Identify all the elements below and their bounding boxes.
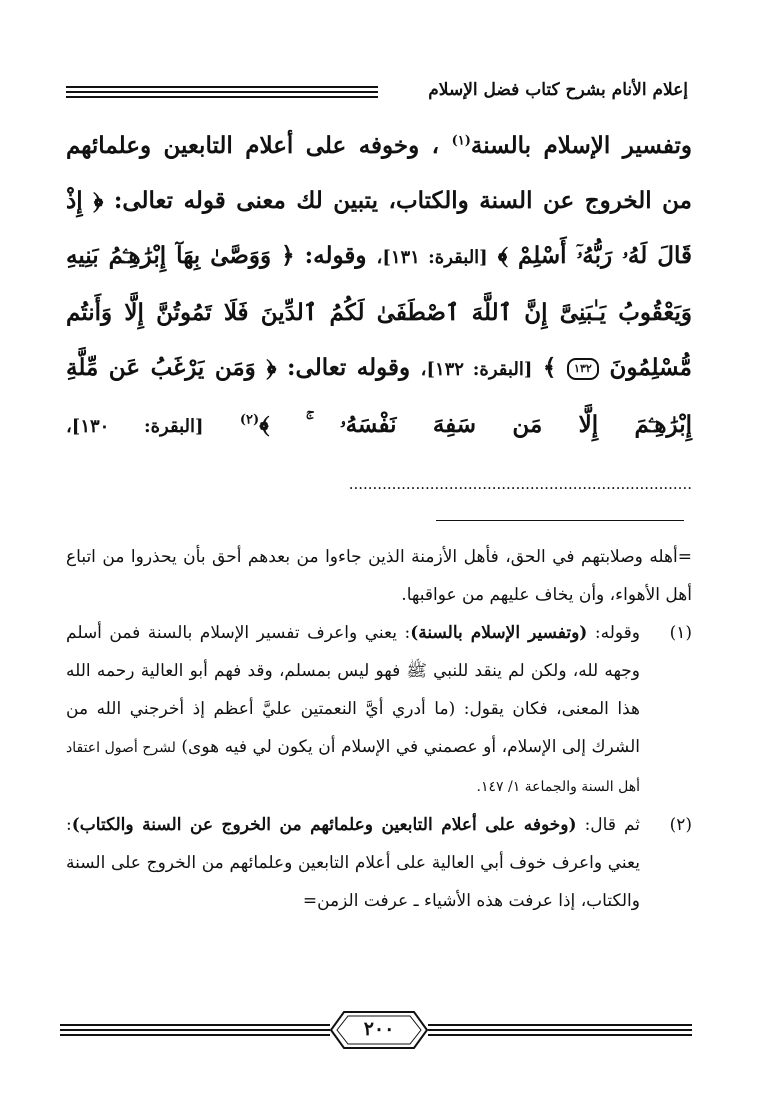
running-header — [66, 78, 688, 108]
footnote-continuation — [66, 538, 692, 614]
footer-rule — [60, 1024, 330, 1026]
verse-close-bracket: ﴾ — [542, 354, 557, 381]
footnote-number: (٢) — [669, 815, 692, 835]
footer-rule — [60, 1029, 330, 1031]
page-footer — [60, 1010, 692, 1060]
text-run: وقوله تعالى: — [287, 354, 411, 381]
footnote-quoted-text: (وخوفه على أعلام التابعين وعلمائهم من الخروج عن السنة والكتاب) — [71, 815, 577, 835]
text-run: ، وخوفه على أعلام التابعين وعلمائهم من الخروج عن السنة والكتاب، يتبين لك معنى قوله تعالى: — [66, 132, 692, 214]
footnote-quoted-text: (وتفسير الإسلام بالسنة) — [410, 623, 588, 643]
verse-reference-3: [البقرة: ١٣٠]، — [66, 416, 204, 437]
header-rule — [66, 96, 378, 98]
dotted-filler: ........................................................................ — [348, 475, 692, 493]
main-paragraph — [66, 118, 692, 512]
footnotes — [66, 538, 692, 920]
page-number-badge — [330, 1010, 428, 1050]
quran-verse-3: ﴿ وَمَن يَرْغَبُ عَن مِّلَّةِ إِبْرَٰهِـۧمَ إِلَّا مَن سَفِهَ نَفْسَهُۥ ۚ ﴾ — [66, 354, 693, 438]
footnote-text: : يعني واعرف خوف أبي العالية على أعلام التابعين وعلمائهم من الخروج على السنة والكتاب، إذا عرفت هذه الأشياء ـ عرفت الزمن= — [66, 815, 640, 911]
footer-rule — [428, 1034, 692, 1036]
header-rule — [66, 86, 378, 88]
footer-rule — [428, 1029, 692, 1031]
text-run: وتفسير الإسلام بالسنة — [470, 132, 692, 159]
verse-reference-2: [البقرة: ١٣٢]، — [420, 359, 533, 380]
footnote-number: (١) — [669, 623, 692, 643]
page-number: ٢٠٠ — [363, 1018, 395, 1040]
footnote-text: =أهله وصلابتهم في الحق، فأهل الأزمنة الذين جاءوا من بعدهم أحق بأن يحذروا من اتباع أهل الأهواء، وأن يخاف عليهم من عواقبها. — [66, 547, 692, 605]
footer-rule — [60, 1034, 330, 1036]
header-title: إعلام الأنام بشرح كتاب فضل الإسلام — [428, 80, 688, 100]
quran-verse-1: ﴿ إِذْ قَالَ لَهُۥ رَبُّهُۥٓ أَسْلِمْ ﴾ — [66, 187, 693, 269]
footnote-text: ثم قال: — [584, 815, 641, 835]
footnote-citation: لشرح أصول اعتقاد أهل السنة والجماعة ١/ ١٤٧. — [66, 740, 640, 795]
header-rule — [66, 91, 378, 93]
text-run: وقوله: — [304, 242, 367, 269]
footnote-text: : يعني واعرف تفسير الإسلام بالسنة فمن أسلم وجهه لله، ولكن لم ينقد للنبي ﷺ فهو ليس بمسلم، وقد فهم أبو العالية رحمه الله هذا المعنى، فكان يقول: (ما أدري أيَّ النعمتين عليَّ أعظم إذ أخرجني الله من الشرك إلى الإسلام، أو عصمني في الإسلام أن يكون لي فيه هوى) — [66, 623, 640, 757]
footnote-text: وقوله: — [594, 623, 640, 643]
main-text — [66, 118, 692, 512]
footnote-ref-2[interactable]: (٢) — [239, 412, 260, 428]
footnote-separator — [436, 520, 684, 521]
footnote-1 — [66, 614, 692, 806]
footnote-2 — [66, 806, 692, 920]
verse-reference-1: [البقرة: ١٣١]، — [376, 247, 488, 268]
ayah-number-mark: ١٣٢ — [567, 358, 599, 380]
quran-verse-2: ﴿ وَوَصَّىٰ بِهَآ إِبْرَٰهِـۧمُ بَنِيهِ وَيَعْقُوبُ يَـٰبَنِىَّ إِنَّ ٱللَّهَ ٱصْطَفَىٰ لَكُمُ ٱلدِّينَ فَلَا تَمُوتُنَّ إِلَّا وَأَنتُم مُّسْلِمُونَ — [66, 242, 692, 381]
footer-rule — [428, 1024, 692, 1026]
footnote-ref-1[interactable]: (١) — [451, 133, 471, 149]
